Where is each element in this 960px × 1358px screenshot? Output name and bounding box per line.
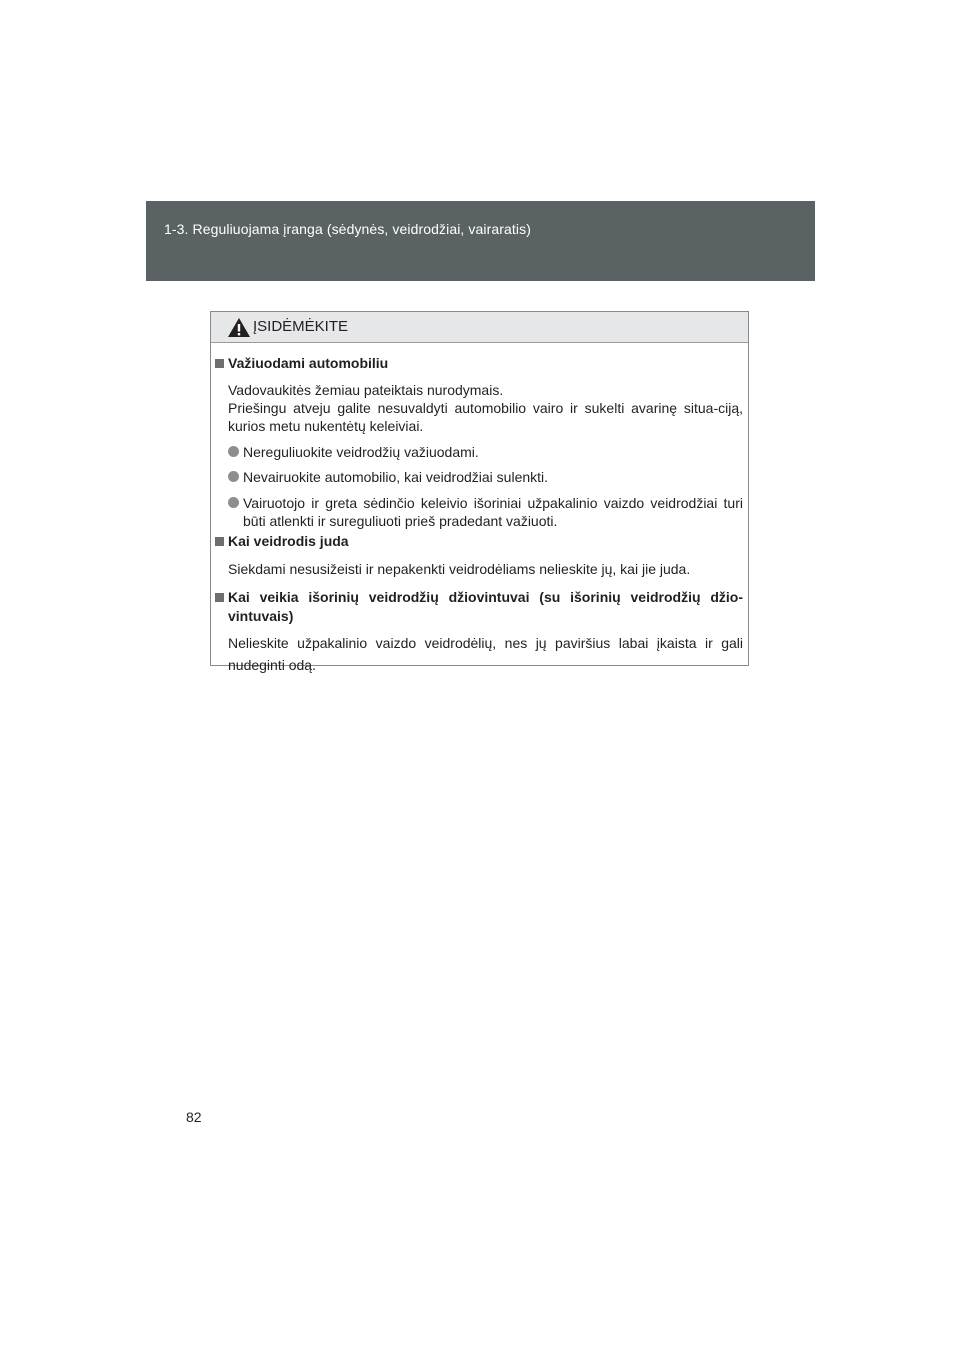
bullet-dot-icon <box>228 446 239 457</box>
bullet-dot-icon <box>228 497 239 508</box>
caution-box <box>210 311 749 673</box>
warning-triangle-icon <box>227 317 251 338</box>
bullet-dot-icon <box>228 471 239 482</box>
list-item: Vairuotojo ir greta sėdinčio keleivio išoriniai užpakalinio vaizdo veidrodžiai turi būti atlenkti ir sureguliuoti prieš pradedant važiuoti. <box>243 495 743 529</box>
section-title: 1-3. Reguliuojama įranga (sėdynės, veidrodžiai, vairaratis) <box>164 221 531 237</box>
list-item: Nereguliuokite veidrodžių važiuodami. <box>243 444 479 460</box>
section-heading: Važiuodami automobiliu <box>228 355 389 371</box>
section-square-icon <box>215 537 224 546</box>
paragraph: Priešingu atveju galite nesuvaldyti automobilio vairo ir sukelti avarinę situa-ciją, kurios metu nukentėtų keleiviai. <box>228 400 743 434</box>
section-header-band <box>146 201 815 281</box>
list-item: Nevairuokite automobilio, kai veidrodžiai sulenkti. <box>243 469 549 485</box>
section-heading: Kai veidrodis juda <box>228 533 349 549</box>
section-square-icon <box>215 593 224 602</box>
caution-title: ĮSIDĖMĖKITE <box>253 318 349 335</box>
paragraph: Siekdami nesusižeisti ir nepakenkti veidrodėliams nelieskite jų, kai jie juda. <box>228 561 691 577</box>
paragraph: Vadovaukitės žemiau pateiktais nurodymais. <box>228 382 504 398</box>
section-heading: Kai veikia išorinių veidrodžių džiovintuvai (su išorinių veidrodžių džio-vintuvais) <box>228 589 743 624</box>
page-number: 82 <box>186 1109 202 1125</box>
section-square-icon <box>215 359 224 368</box>
caution-header <box>211 312 748 343</box>
paragraph: Nelieskite užpakalinio vaizdo veidrodėlių, nes jų paviršius labai įkaista ir gali nudeginti odą. <box>228 635 743 673</box>
